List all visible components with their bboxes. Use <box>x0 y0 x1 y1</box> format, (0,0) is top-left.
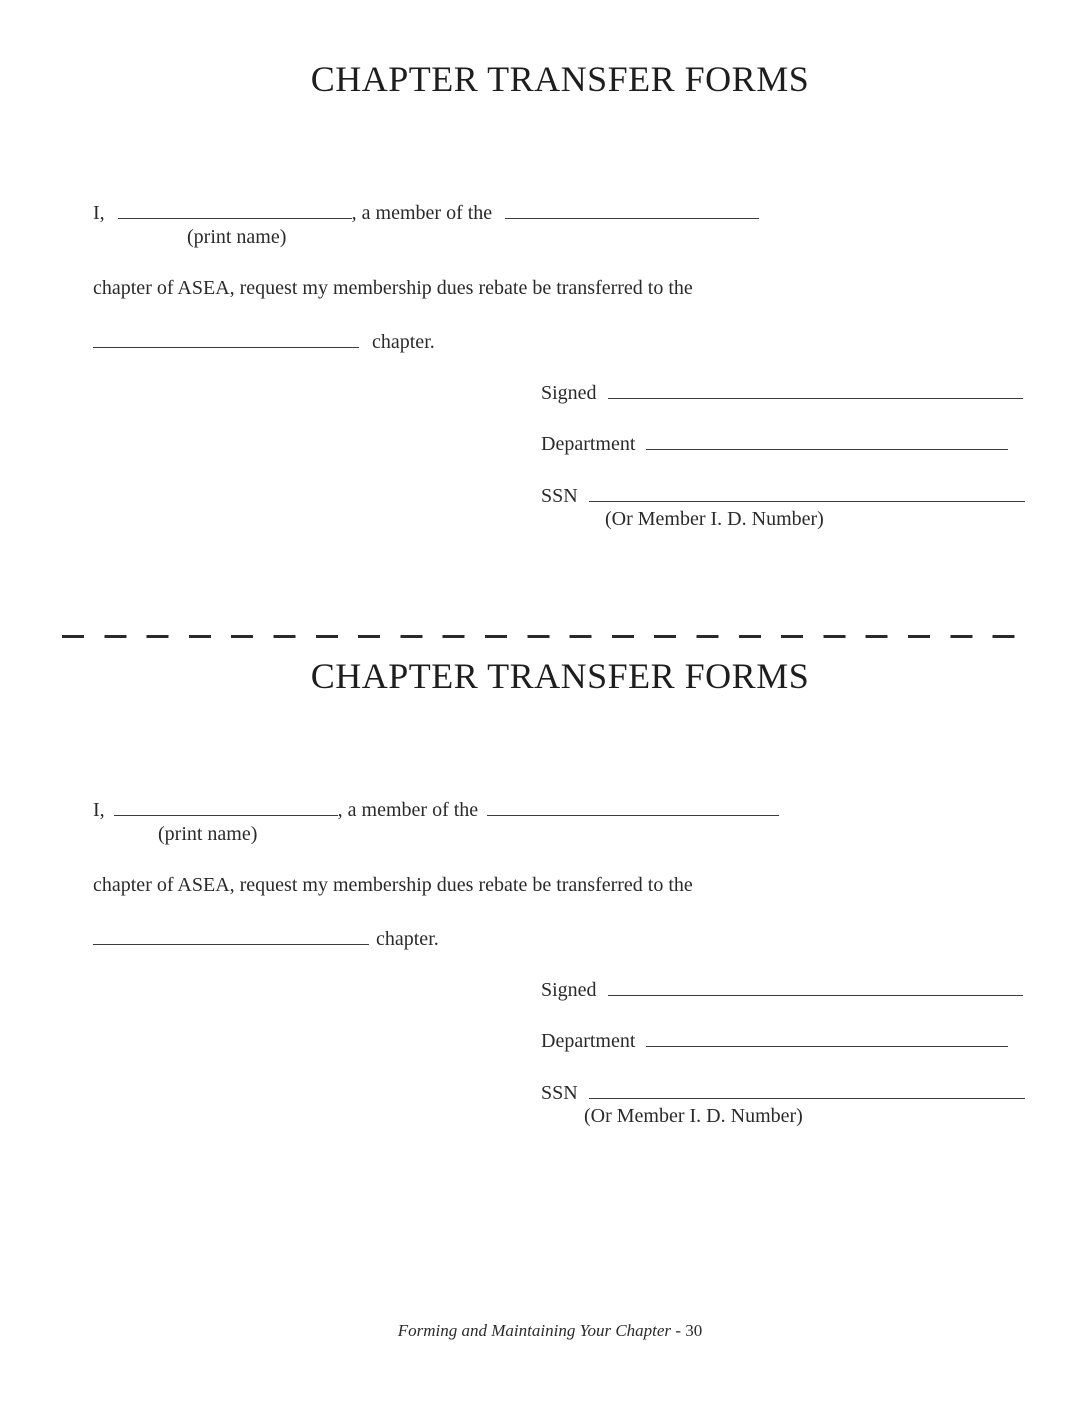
print-name-field[interactable] <box>114 797 338 816</box>
request-line: chapter of ASEA, request my membership dues rebate be transferred to the <box>93 874 693 896</box>
signed-field[interactable] <box>608 977 1023 996</box>
footer-text: Forming and Maintaining Your Chapter <box>397 1321 672 1340</box>
line-middle: , a member of the <box>337 799 479 821</box>
line-prefix: I, <box>93 202 105 224</box>
signed-field[interactable] <box>608 380 1023 399</box>
target-chapter-line <box>93 329 435 354</box>
department-row <box>541 431 1008 456</box>
target-chapter-field[interactable] <box>93 329 359 348</box>
department-field[interactable] <box>646 431 1008 450</box>
print-name-caption: (print name) <box>158 823 258 845</box>
target-chapter-field[interactable] <box>93 926 369 945</box>
ssn-row <box>541 483 1025 508</box>
target-chapter-line <box>93 926 439 951</box>
ssn-caption: (Or Member I. D. Number) <box>584 1105 803 1127</box>
request-line: chapter of ASEA, request my membership dues rebate be transferred to the <box>93 277 693 299</box>
form-title: CHAPTER TRANSFER FORMS <box>310 656 810 696</box>
department-label: Department <box>541 1030 636 1052</box>
ssn-label: SSN <box>541 1082 578 1104</box>
signed-label: Signed <box>541 382 597 404</box>
department-field[interactable] <box>646 1028 1008 1047</box>
department-label: Department <box>541 433 636 455</box>
signed-row <box>541 977 1023 1002</box>
line-prefix: I, <box>93 799 105 821</box>
form-title: CHAPTER TRANSFER FORMS <box>310 59 810 99</box>
ssn-field[interactable] <box>589 1080 1025 1099</box>
department-row <box>541 1028 1008 1053</box>
page-footer <box>0 1321 1088 1341</box>
signed-row <box>541 380 1023 405</box>
line-middle: , a member of the <box>351 202 493 224</box>
ssn-caption: (Or Member I. D. Number) <box>605 508 824 530</box>
chapter-suffix: chapter. <box>376 928 439 950</box>
ssn-row <box>541 1080 1025 1105</box>
signed-label: Signed <box>541 979 597 1001</box>
print-name-caption: (print name) <box>187 226 287 248</box>
print-name-field[interactable] <box>118 200 352 219</box>
cut-line-divider <box>62 635 1028 638</box>
member-chapter-field[interactable] <box>487 797 779 816</box>
member-chapter-field[interactable] <box>505 200 759 219</box>
chapter-suffix: chapter. <box>372 331 435 353</box>
page-number: - 30 <box>675 1321 703 1340</box>
ssn-label: SSN <box>541 485 578 507</box>
name-line <box>93 200 759 225</box>
name-line <box>93 797 779 822</box>
ssn-field[interactable] <box>589 483 1025 502</box>
